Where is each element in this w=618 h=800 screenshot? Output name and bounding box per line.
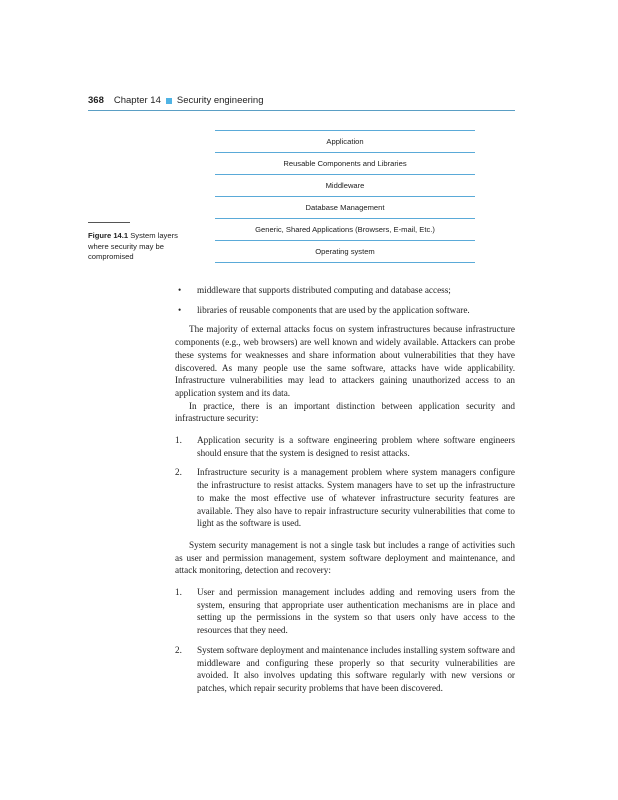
- bullet-list: [175, 284, 515, 316]
- figure-caption: [88, 222, 188, 263]
- list-item: [175, 466, 515, 530]
- figure-label: Figure 14.1: [88, 231, 129, 240]
- layer-reusable-components: Reusable Components and Libraries: [215, 153, 475, 175]
- system-layers-figure: [215, 130, 475, 263]
- list-number: 1.: [175, 435, 182, 446]
- header-rule: [88, 110, 515, 111]
- layer-operating-system: Operating system: [215, 241, 475, 263]
- paragraph: In practice, there is an important distinction between application security and infrastructure security:: [175, 400, 515, 424]
- bullet-text: libraries of reusable components that are used by the application software.: [197, 304, 470, 315]
- paragraph: System security management is not a single task but includes a range of activities such as user and permission management, system software deployment and maintenance, and attack monitoring, detection and recovery:: [175, 539, 515, 576]
- layer-application: Application: [215, 130, 475, 153]
- list-number: 2.: [175, 644, 182, 655]
- list-text: User and permission management includes adding and removing users from the system, ensuring that appropriate user authentication mechanisms are in place and setting up the permissions in the system so that users only have access to the resources that they need.: [197, 587, 515, 636]
- separator-square-icon: [166, 98, 172, 104]
- layer-middleware: Middleware: [215, 175, 475, 197]
- list-item: [175, 644, 515, 695]
- list-number: 2.: [175, 467, 182, 478]
- list-number: 1.: [175, 587, 182, 598]
- caption-rule: [88, 222, 130, 223]
- numbered-list: [175, 586, 515, 695]
- bullet-icon: •: [178, 285, 182, 295]
- bullet-icon: •: [178, 304, 182, 315]
- numbered-list: [175, 434, 515, 530]
- body-text: [175, 284, 515, 704]
- list-text: Infrastructure security is a management problem where system managers configure the infrastructure to resist attacks. System managers have to set up the infrastructure to make the most effective use of whatever infrastructure security features are available. They also have to repair infrastructure security vulnerabilities that come to light as the software is used.: [197, 467, 515, 529]
- paragraph: The majority of external attacks focus on system infrastructures because infrastructure components (e.g., web browsers) are well known and widely available. Attackers can probe these systems for weaknesses and share information about vulnerabilities that they have discovered. As many people use the same software, attacks have wide applicability. Infrastructure vulnerabilities may lead to attackers gaining unauthorized access to an application system and its data.: [175, 324, 515, 398]
- chapter-label: Chapter 14: [113, 95, 161, 106]
- list-item: [175, 284, 515, 297]
- bullet-text: middleware that supports distributed computing and database access;: [197, 285, 451, 295]
- running-head: [88, 95, 515, 106]
- list-item: [175, 586, 515, 637]
- list-text: Application security is a software engineering problem where software engineers should ensure that the system is designed to resist attacks.: [197, 435, 515, 458]
- page-number: 368: [88, 95, 104, 106]
- layer-database-management: Database Management: [215, 197, 475, 219]
- layer-generic-shared-applications: Generic, Shared Applications (Browsers, E-mail, Etc.): [215, 219, 475, 241]
- list-item: [175, 304, 515, 317]
- section-title: Security engineering: [176, 95, 264, 106]
- list-item: [175, 434, 515, 459]
- figure-caption-text: System layers where security may be compromised: [88, 231, 178, 261]
- list-text: System software deployment and maintenance includes installing system software and middleware and configuring these properly so that security vulnerabilities are avoided. It also involves updating this software regularly with new versions or patches, which repair security problems that have been discovered.: [197, 644, 515, 693]
